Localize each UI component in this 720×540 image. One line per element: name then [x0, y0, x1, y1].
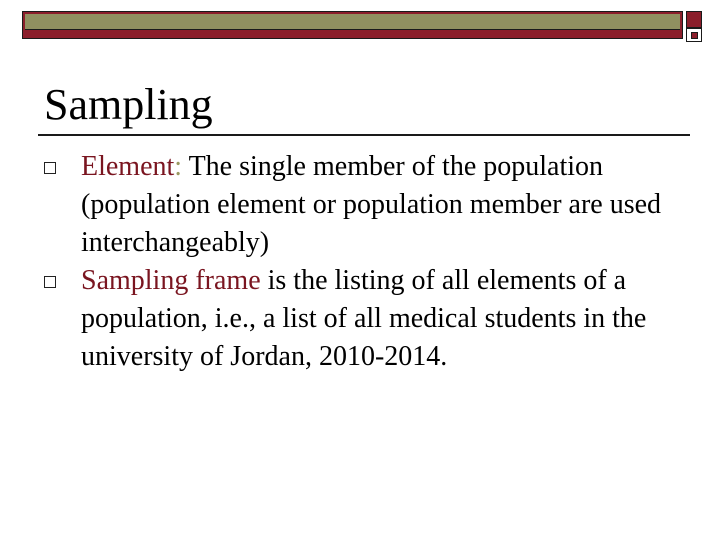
bullet-list [36, 148, 686, 376]
bullet-item-element [36, 148, 686, 262]
hollow-square-icon [44, 162, 56, 174]
decorative-corner-square [691, 32, 698, 39]
decorative-corner-box [686, 11, 702, 28]
bullet-term-separator: : [174, 151, 183, 182]
decorative-corner-box-lower [686, 28, 702, 42]
bullet-text: The single member of the population (population element or population member are used interchangeably) [81, 151, 662, 258]
bullet-term: Element [81, 151, 175, 182]
slide-title: Sampling [44, 80, 213, 129]
bullet-text: is the listing of all elements of a population, i.e., a list of all medical students in the university of Jordan, 2010-2014. [81, 265, 647, 372]
bullet-item-sampling-frame [36, 262, 686, 376]
decorative-olive-stripe [25, 14, 680, 30]
hollow-square-icon [44, 276, 56, 288]
title-divider [38, 134, 690, 136]
bullet-term: Sampling frame [81, 265, 261, 296]
decorative-top-band [22, 11, 683, 39]
